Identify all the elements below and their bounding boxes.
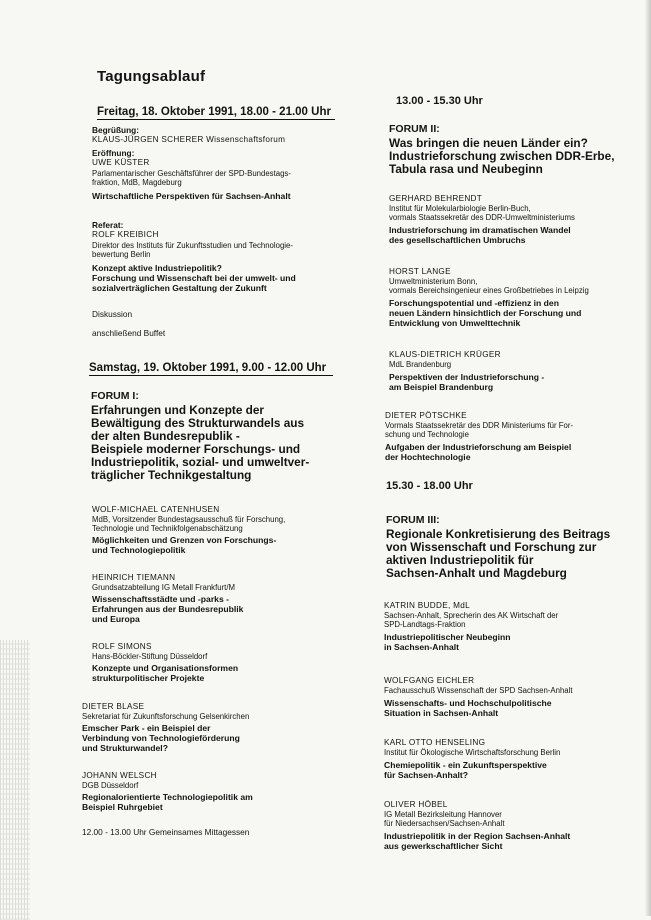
speaker-talk: Industriepolitischer Neubeginn — [384, 632, 511, 643]
forum1-title-line: Bewältigung des Strukturwandels aus — [91, 416, 305, 431]
speaker-behrendt — [389, 194, 639, 245]
forum3-title — [386, 528, 641, 580]
referat-talk2: Forschung und Wissenschaft bei der umwelt- und — [92, 272, 296, 283]
page-title: Tagungsablauf — [97, 68, 206, 85]
referat-aff2: bewertung Berlin — [92, 250, 151, 260]
speaker-affiliation: Sachsen-Anhalt, Sprecherin des AK Wirtschaft der — [384, 610, 559, 620]
speaker-talk: Perspektiven der Industrieforschung - — [389, 372, 545, 382]
speaker-talk: Industrieforschung im dramatischen Wandel — [389, 225, 571, 236]
speaker-affiliation: Fachausschuß Wissenschaft der SPD Sachsen-Anhalt — [384, 685, 573, 695]
speaker-welsch — [82, 771, 342, 812]
speaker-talk: Entwicklung von Umwelttechnik — [389, 318, 521, 329]
speaker-talk: Beispiel Ruhrgebiet — [82, 802, 163, 812]
speaker-talk: strukturpolitischer Projekte — [92, 673, 205, 683]
speaker-affiliation: DGB Düsseldorf — [82, 780, 139, 790]
speaker-affiliation: vormals Staatssekretär des DDR-Umweltministeriums — [389, 213, 575, 222]
speaker-name: DIETER PÖTSCHKE — [385, 411, 467, 420]
speaker-talk: Emscher Park - ein Beispiel der — [82, 723, 211, 733]
speaker-affiliation: Technologie und Technikfolgenabschätzung — [92, 524, 243, 533]
forum2-title — [389, 137, 639, 176]
speaker-talk: Wissenschaftsstädte und -parks - — [92, 594, 229, 604]
diskussion: Diskussion — [92, 309, 133, 319]
speaker-affiliation: Institut für Molekularbiologie Berlin-Buch, — [389, 203, 531, 213]
speaker-affiliation: Institut für Ökologische Wirtschaftsforschung Berlin — [384, 747, 561, 757]
referat-talk1: Konzept aktive Industriepolitik? — [92, 262, 222, 273]
speaker-affiliation: Umweltministerium Bonn, — [389, 276, 478, 286]
forum3-label: FORUM III: — [386, 514, 440, 526]
referat-label: Referat: — [92, 220, 124, 230]
forum2-title-line: Industrieforschung zwischen DDR-Erbe, — [389, 149, 615, 164]
speaker-name: HORST LANGE — [389, 267, 451, 276]
speaker-talk: Verbindung von Technologieförderung — [82, 733, 240, 743]
speaker-lange — [389, 267, 639, 328]
forum1-block — [91, 391, 351, 482]
speaker-talk: und Europa — [92, 614, 140, 624]
speaker-name: KATRIN BUDDE, MdL — [384, 601, 470, 610]
speaker-tiemann — [92, 573, 342, 624]
forum3-block — [386, 515, 641, 580]
speaker-talk: Situation in Sachsen-Anhalt — [384, 708, 499, 718]
speaker-name: WOLFGANG EICHLER — [384, 676, 475, 685]
eroeffnung-aff1: Parlamentarischer Geschäftsführer der SPD-Bundestags- — [92, 168, 291, 178]
speaker-name: GERHARD BEHRENDT — [389, 194, 483, 203]
speaker-talk: aus gewerkschaftlicher Sicht — [384, 841, 503, 852]
speaker-krueger — [389, 350, 639, 392]
speaker-eichler — [384, 676, 636, 718]
speaker-name: OLIVER HÖBEL — [384, 800, 448, 809]
speaker-name: KARL OTTO HENSELING — [384, 738, 486, 747]
forum3-time: 15.30 - 18.00 Uhr — [386, 480, 473, 492]
forum2-block — [389, 124, 639, 176]
eroeffnung-aff2: fraktion, MdB, Magdeburg — [92, 178, 182, 188]
speaker-talk: am Beispiel Brandenburg — [389, 382, 494, 392]
forum2-title-line: Was bringen die neuen Länder ein? — [389, 136, 588, 151]
speaker-talk: Erfahrungen aus der Bundesrepublik — [92, 604, 244, 614]
scan-artifact — [0, 640, 30, 920]
scan-artifact — [645, 0, 651, 916]
speaker-name: ROLF SIMONS — [92, 642, 152, 651]
forum3-title-line: Sachsen-Anhalt und Magdeburg — [386, 566, 567, 581]
speaker-talk: des gesellschaftlichen Umbruchs — [389, 235, 526, 246]
referat-block — [92, 220, 342, 293]
speaker-talk: Forschungspotential und -effizienz in den — [389, 298, 559, 309]
buffet: anschließend Buffet — [92, 328, 166, 338]
speaker-affiliation: MdL Brandenburg — [389, 359, 452, 369]
lunch-note: 12.00 - 13.00 Uhr Gemeinsames Mittagessen — [82, 827, 250, 837]
speaker-talk: in Sachsen-Anhalt — [384, 642, 459, 653]
speaker-name: DIETER BLASE — [82, 702, 145, 711]
speaker-talk: und Technologiepolitik — [92, 545, 186, 556]
speaker-simons — [92, 642, 342, 683]
speaker-affiliation: MdB, Vorsitzender Bundestagsausschuß für Forschung, — [92, 514, 286, 524]
forum2-label: FORUM II: — [389, 123, 440, 135]
eroeffnung-talk: Wirtschaftliche Perspektiven für Sachsen-Anhalt — [92, 190, 291, 201]
speaker-talk: Konzepte und Organisationsformen — [92, 663, 239, 673]
speaker-affiliation: Sekretariat für Zukunftsforschung Gelsenkirchen — [82, 711, 250, 721]
begruessung-label: Begrüßung: — [92, 125, 140, 135]
forum3-title-line: Regionale Konkretisierung des Beitrags — [386, 527, 611, 542]
speaker-affiliation: schung und Technologie — [385, 430, 469, 439]
friday-heading: Freitag, 18. Oktober 1991, 18.00 - 21.00 Uhr — [97, 106, 335, 120]
speaker-catenhusen — [92, 505, 342, 555]
speaker-affiliation: für Niedersachsen/Sachsen-Anhalt — [384, 819, 505, 828]
speaker-affiliation: Hans-Böckler-Stiftung Düsseldorf — [92, 651, 208, 661]
speaker-affiliation: Grundsatzabteilung IG Metall Frankfurt/M — [92, 582, 236, 592]
speaker-talk: und Strukturwandel? — [82, 743, 168, 753]
speaker-blase — [82, 702, 342, 753]
referat-person: ROLF KREIBICH — [92, 230, 159, 240]
speaker-talk: Aufgaben der Industrieforschung am Beispiel — [385, 442, 572, 453]
speaker-talk: Regionalorientierte Technologiepolitik am — [82, 792, 253, 802]
speaker-budde — [384, 601, 636, 652]
speaker-hoebel — [384, 800, 636, 851]
speaker-talk: für Sachsen-Anhalt? — [384, 770, 469, 780]
forum3-title-line: aktiven Industriepolitik für — [386, 553, 534, 568]
forum2-title-line: Tabula rasa und Neubeginn — [389, 162, 543, 177]
speaker-name: KLAUS-DIETRICH KRÜGER — [389, 350, 501, 359]
forum1-title — [91, 404, 351, 482]
forum1-label: FORUM I: — [91, 390, 139, 402]
forum1-title-line: Erfahrungen und Konzepte der — [91, 403, 265, 418]
speaker-affiliation: SPD-Landtags-Fraktion — [384, 620, 466, 629]
begruessung-person: KLAUS-JÜRGEN SCHERER Wissenschaftsforum — [92, 135, 286, 145]
speaker-henseling — [384, 738, 636, 780]
speaker-talk: der Hochtechnologie — [385, 452, 471, 463]
speaker-name: JOHANN WELSCH — [82, 771, 157, 780]
speaker-talk: Wissenschafts- und Hochschulpolitische — [384, 698, 552, 708]
eroeffnung-block — [92, 148, 342, 201]
referat-talk3: sozialverträglichen Gestaltung der Zukunft — [92, 282, 267, 293]
speaker-name: WOLF-MICHAEL CATENHUSEN — [92, 505, 220, 514]
forum1-title-line: der alten Bundesrepublik - — [91, 429, 240, 444]
eroeffnung-label: Eröffnung: — [92, 148, 135, 158]
begruessung-block — [92, 125, 342, 145]
speaker-talk: Chemiepolitik - ein Zukunftsperspektive — [384, 760, 547, 770]
forum3-title-line: von Wissenschaft und Forschung zur — [386, 540, 597, 555]
referat-aff1: Direktor des Instituts für Zukunftsstudien und Technologie- — [92, 240, 293, 250]
speaker-talk: Möglichkeiten und Grenzen von Forschungs- — [92, 535, 277, 546]
speaker-name: HEINRICH TIEMANN — [92, 573, 176, 582]
speaker-talk: neuen Ländern hinsichtlich der Forschung und — [389, 308, 582, 319]
forum1-title-line: Beispiele moderner Forschungs- und — [91, 442, 301, 457]
eroeffnung-person: UWE KÜSTER — [92, 158, 150, 168]
forum2-time: 13.00 - 15.30 Uhr — [396, 95, 483, 107]
speaker-poetschke — [385, 411, 637, 462]
speaker-affiliation: Vormals Staatssekretär des DDR Ministeriums für For- — [385, 420, 574, 430]
speaker-affiliation: vormals Bereichsingenieur eines Großbetriebes in Leipzig — [389, 286, 589, 295]
forum1-title-line: Industriepolitik, sozial- und umweltver- — [91, 455, 310, 470]
speaker-talk: Industriepolitik in der Region Sachsen-Anhalt — [384, 831, 571, 842]
speaker-affiliation: IG Metall Bezirksleitung Hannover — [384, 809, 502, 819]
forum1-title-line: träglicher Technikgestaltung — [91, 468, 252, 483]
saturday-heading: Samstag, 19. Oktober 1991, 9.00 - 12.00 Uhr — [89, 362, 333, 376]
